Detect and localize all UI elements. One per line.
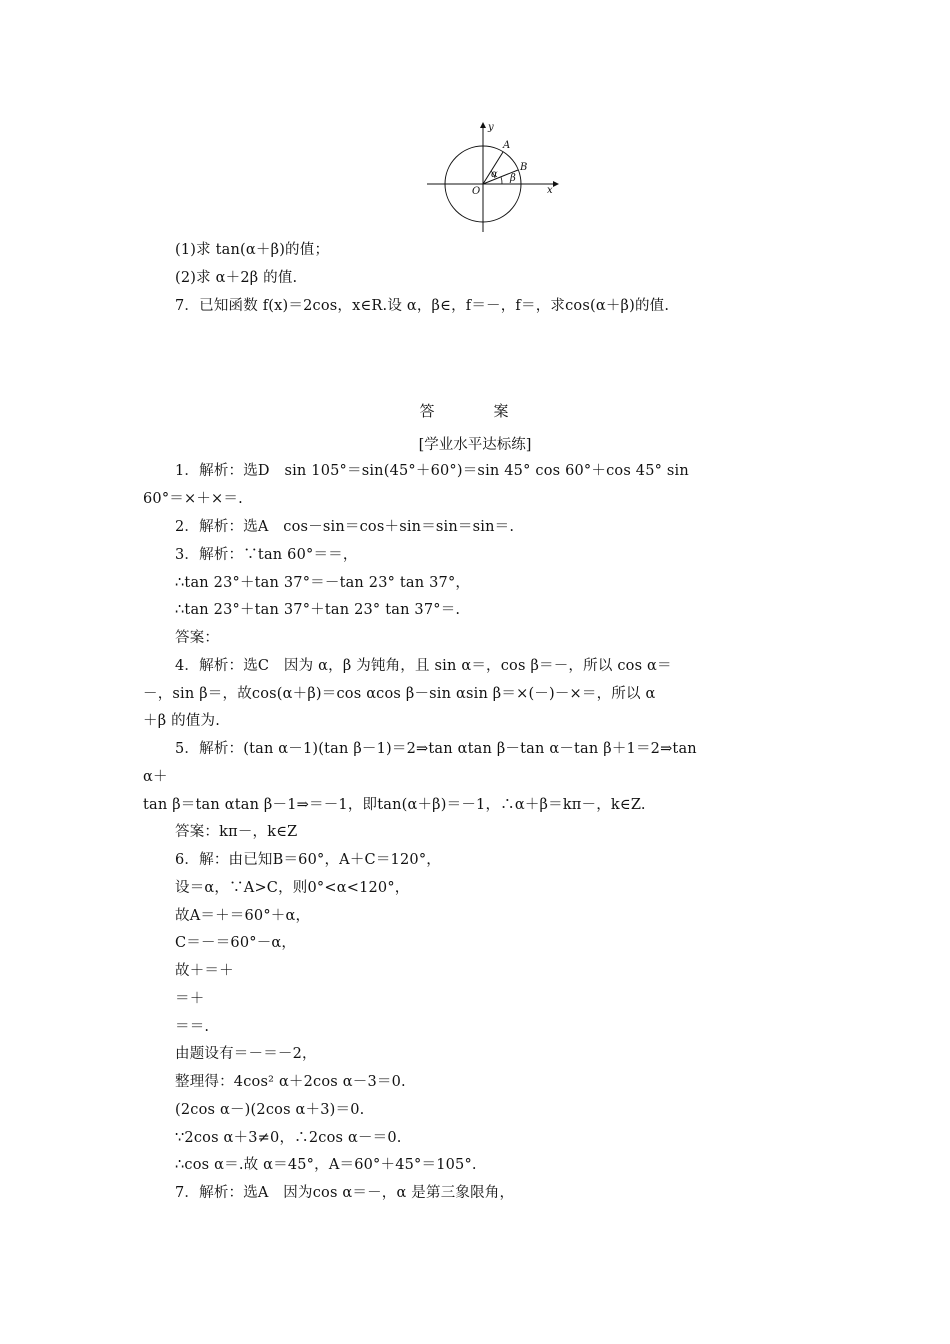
answer-line: ＝＋ [175, 991, 205, 1007]
answer-line: ＋β 的值为. [143, 713, 221, 729]
problem-line: 7．已知函数 f(x)＝2cos，x∈R.设 α，β∈，f＝－，f＝，求cos(α＋β)的值. [175, 298, 670, 314]
answer-line: 由题设有＝－＝－2， [175, 1046, 317, 1062]
answer-line: 4．解析：选C 因为 α，β 为钝角，且 sin α＝，cos β＝－，所以 cos α＝ [175, 658, 672, 674]
x-axis-arrow [553, 181, 559, 187]
beta-arc [501, 177, 502, 184]
y-axis-arrow [480, 122, 486, 128]
answer-line: 故A＝＋＝60°＋α， [175, 908, 311, 924]
answer-line: ∴cos α＝.故 α＝45°，A＝60°＋45°＝105°. [175, 1157, 477, 1173]
problem-line: (1)求 tan(α＋β)的值； [175, 242, 330, 258]
section-title: [学业水平达标练] [418, 437, 532, 453]
answer-line: 答案： [175, 630, 220, 646]
answer-line: 6．解：由已知B＝60°，A＋C＝120°， [175, 852, 441, 868]
answer-line: tan β＝tan αtan β－1⇒＝－1，即tan(α＋β)＝－1，∴α＋β＝kπ－，k∈Z. [143, 797, 646, 813]
label-y: y [488, 122, 494, 133]
answer-title: 答 案 [419, 402, 531, 420]
label-o: O [472, 186, 481, 197]
unit-circle-figure [425, 118, 560, 236]
answer-line: ＝＝. [175, 1019, 210, 1035]
answer-line: －，sin β＝，故cos(α＋β)＝cos αcos β－sin αsin β＝×(－)－×＝，所以 α [143, 686, 656, 702]
answer-line: 设＝α，∵A>C，则0°<α<120°， [175, 880, 410, 896]
answer-line: 2．解析：选A cos－sin＝cos＋sin＝sin＝sin＝. [175, 519, 515, 535]
label-a: A [503, 140, 511, 151]
problem-line: (2)求 α＋2β 的值. [175, 270, 298, 286]
answer-line: (2cos α－)(2cos α＋3)＝0. [175, 1102, 365, 1118]
label-alpha: α [491, 169, 498, 180]
answer-line: 7．解析：选A 因为cos α＝－，α 是第三象限角， [175, 1185, 515, 1201]
label-x: x [547, 185, 553, 196]
answer-line: 3．解析：∵tan 60°＝＝， [175, 547, 358, 563]
answer-line: 1．解析：选D sin 105°＝sin(45°＋60°)＝sin 45° cos 60°＋cos 45° sin [175, 463, 689, 479]
answer-line: ∴tan 23°＋tan 37°＋tan 23° tan 37°＝. [175, 602, 461, 618]
answer-line: 60°＝×＋×＝. [143, 491, 243, 507]
answer-line: ∴tan 23°＋tan 37°＝－tan 23° tan 37°， [175, 575, 471, 591]
answer-line: 故＋＝＋ [175, 963, 234, 979]
label-b: B [520, 162, 528, 173]
answer-line: 答案：kπ－，k∈Z [175, 824, 298, 840]
answer-line: ∵2cos α＋3≠0，∴2cos α－＝0. [175, 1130, 402, 1146]
answer-line: α＋ [143, 769, 168, 785]
unit-circle-diagram [425, 118, 560, 236]
answer-line: 整理得：4cos² α＋2cos α－3＝0. [175, 1074, 406, 1090]
answer-line: 5．解析：(tan α－1)(tan β－1)＝2⇒tan αtan β－tan α－tan β＋1＝2⇒tan [175, 741, 697, 757]
label-beta: β [510, 173, 516, 184]
answer-line: C＝－＝60°－α， [175, 935, 297, 951]
